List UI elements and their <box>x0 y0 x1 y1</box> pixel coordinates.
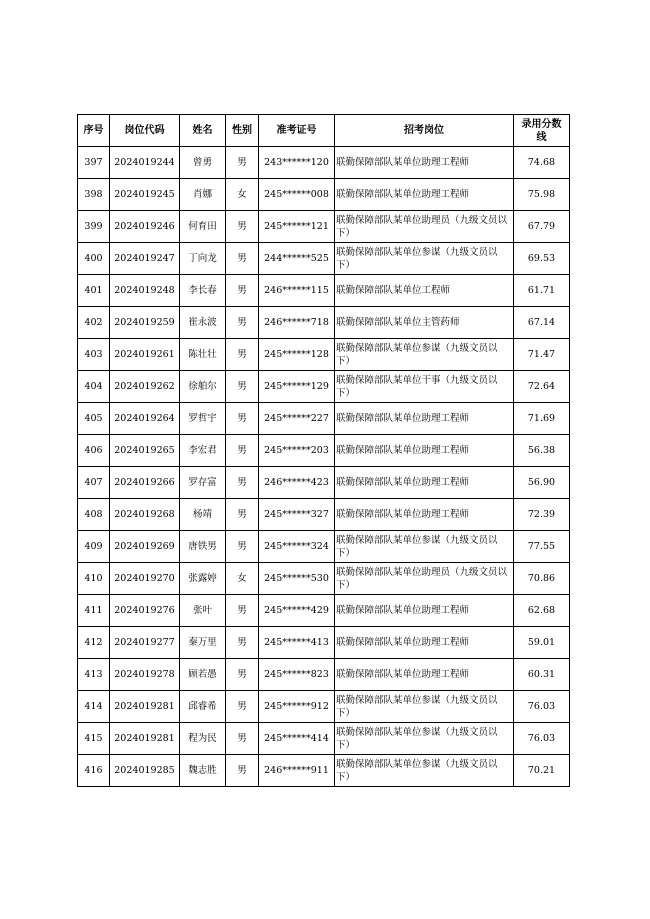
cell-position: 联勤保障部队某单位参谋（九级文员以下） <box>335 339 514 371</box>
cell-ticket-number: 245******324 <box>259 531 335 563</box>
cell-seq: 408 <box>78 499 110 531</box>
table-row <box>78 691 570 723</box>
cell-score: 72.64 <box>514 371 570 403</box>
cell-seq: 406 <box>78 435 110 467</box>
cell-position: 联勤保障部队某单位助理工程师 <box>335 627 514 659</box>
table-body <box>78 147 570 787</box>
cell-post-code: 2024019262 <box>110 371 180 403</box>
cell-seq: 402 <box>78 307 110 339</box>
cell-position: 联勤保障部队某单位助理工程师 <box>335 467 514 499</box>
table-row <box>78 531 570 563</box>
cell-position: 联勤保障部队某单位助理员（九级文员以下） <box>335 563 514 595</box>
cell-name: 陈壮壮 <box>180 339 226 371</box>
cell-name: 张露婷 <box>180 563 226 595</box>
table-row <box>78 307 570 339</box>
cell-seq: 405 <box>78 403 110 435</box>
cell-gender: 男 <box>226 275 259 307</box>
cell-position: 联勤保障部队某单位助理工程师 <box>335 659 514 691</box>
cell-name: 邱睿希 <box>180 691 226 723</box>
cell-score: 75.98 <box>514 179 570 211</box>
cell-seq: 403 <box>78 339 110 371</box>
cell-name: 肖娜 <box>180 179 226 211</box>
cell-seq: 407 <box>78 467 110 499</box>
cell-score: 72.39 <box>514 499 570 531</box>
cell-seq: 411 <box>78 595 110 627</box>
cell-gender: 男 <box>226 339 259 371</box>
cell-score: 70.86 <box>514 563 570 595</box>
header-seq: 序号 <box>78 115 110 147</box>
cell-gender: 男 <box>226 211 259 243</box>
cell-ticket-number: 243******120 <box>259 147 335 179</box>
table-header-row <box>78 115 570 147</box>
cell-name: 罗哲宇 <box>180 403 226 435</box>
table-row <box>78 403 570 435</box>
cell-post-code: 2024019244 <box>110 147 180 179</box>
cell-post-code: 2024019269 <box>110 531 180 563</box>
cell-post-code: 2024019248 <box>110 275 180 307</box>
cell-gender: 女 <box>226 179 259 211</box>
table-row <box>78 211 570 243</box>
header-ticket-number: 准考证号 <box>259 115 335 147</box>
cell-ticket-number: 245******121 <box>259 211 335 243</box>
cell-score: 76.03 <box>514 723 570 755</box>
cell-ticket-number: 245******429 <box>259 595 335 627</box>
cell-position: 联勤保障部队某单位参谋（九级文员以下） <box>335 243 514 275</box>
cell-ticket-number: 244******525 <box>259 243 335 275</box>
cell-gender: 男 <box>226 595 259 627</box>
table-row <box>78 179 570 211</box>
cell-position: 联勤保障部队某单位参谋（九级文员以下） <box>335 723 514 755</box>
cell-seq: 400 <box>78 243 110 275</box>
cell-post-code: 2024019276 <box>110 595 180 627</box>
cell-post-code: 2024019245 <box>110 179 180 211</box>
header-post-code: 岗位代码 <box>110 115 180 147</box>
cell-seq: 397 <box>78 147 110 179</box>
cell-seq: 404 <box>78 371 110 403</box>
cell-gender: 男 <box>226 435 259 467</box>
cell-seq: 415 <box>78 723 110 755</box>
header-position: 招考岗位 <box>335 115 514 147</box>
cell-gender: 男 <box>226 531 259 563</box>
cell-score: 56.38 <box>514 435 570 467</box>
cell-position: 联勤保障部队某单位助理工程师 <box>335 435 514 467</box>
cell-position: 联勤保障部队某单位助理工程师 <box>335 147 514 179</box>
cell-ticket-number: 246******115 <box>259 275 335 307</box>
cell-post-code: 2024019281 <box>110 691 180 723</box>
cell-score: 71.47 <box>514 339 570 371</box>
cell-gender: 男 <box>226 403 259 435</box>
cell-position: 联勤保障部队某单位干事（九级文员以下） <box>335 371 514 403</box>
table-row <box>78 435 570 467</box>
cell-score: 67.79 <box>514 211 570 243</box>
cell-name: 杨靖 <box>180 499 226 531</box>
cell-name: 曾勇 <box>180 147 226 179</box>
header-name: 姓名 <box>180 115 226 147</box>
table-row <box>78 339 570 371</box>
cell-post-code: 2024019266 <box>110 467 180 499</box>
cell-position: 联勤保障部队某单位助理工程师 <box>335 499 514 531</box>
table-row <box>78 275 570 307</box>
cell-score: 77.55 <box>514 531 570 563</box>
cell-score: 71.69 <box>514 403 570 435</box>
cell-gender: 男 <box>226 659 259 691</box>
cell-score: 56.90 <box>514 467 570 499</box>
cell-position: 联勤保障部队某单位参谋（九级文员以下） <box>335 755 514 787</box>
cell-name: 罗存富 <box>180 467 226 499</box>
results-table <box>77 114 570 787</box>
cell-gender: 男 <box>226 371 259 403</box>
cell-gender: 男 <box>226 307 259 339</box>
cell-seq: 409 <box>78 531 110 563</box>
cell-post-code: 2024019247 <box>110 243 180 275</box>
cell-post-code: 2024019281 <box>110 723 180 755</box>
cell-post-code: 2024019278 <box>110 659 180 691</box>
cell-post-code: 2024019265 <box>110 435 180 467</box>
table-row <box>78 595 570 627</box>
cell-gender: 女 <box>226 563 259 595</box>
cell-gender: 男 <box>226 627 259 659</box>
cell-ticket-number: 245******912 <box>259 691 335 723</box>
cell-position: 联勤保障部队某单位参谋（九级文员以下） <box>335 691 514 723</box>
cell-ticket-number: 245******203 <box>259 435 335 467</box>
cell-post-code: 2024019270 <box>110 563 180 595</box>
cell-name: 秦万里 <box>180 627 226 659</box>
cell-gender: 男 <box>226 243 259 275</box>
cell-position: 联勤保障部队某单位助理工程师 <box>335 179 514 211</box>
cell-seq: 416 <box>78 755 110 787</box>
cell-ticket-number: 245******530 <box>259 563 335 595</box>
cell-post-code: 2024019277 <box>110 627 180 659</box>
cell-seq: 412 <box>78 627 110 659</box>
cell-seq: 410 <box>78 563 110 595</box>
cell-position: 联勤保障部队某单位助理员（九级文员以下） <box>335 211 514 243</box>
cell-seq: 401 <box>78 275 110 307</box>
table-row <box>78 499 570 531</box>
cell-position: 联勤保障部队某单位工程师 <box>335 275 514 307</box>
cell-position: 联勤保障部队某单位助理工程师 <box>335 403 514 435</box>
table-row <box>78 723 570 755</box>
cell-gender: 男 <box>226 691 259 723</box>
cell-ticket-number: 245******327 <box>259 499 335 531</box>
cell-name: 顾若愚 <box>180 659 226 691</box>
table-row <box>78 243 570 275</box>
cell-position: 联勤保障部队某单位参谋（九级文员以下） <box>335 531 514 563</box>
table-row <box>78 659 570 691</box>
table-row <box>78 147 570 179</box>
cell-ticket-number: 245******129 <box>259 371 335 403</box>
cell-score: 69.53 <box>514 243 570 275</box>
cell-ticket-number: 245******414 <box>259 723 335 755</box>
cell-gender: 男 <box>226 467 259 499</box>
table-row <box>78 467 570 499</box>
cell-seq: 399 <box>78 211 110 243</box>
cell-seq: 398 <box>78 179 110 211</box>
cell-name: 程为民 <box>180 723 226 755</box>
cell-ticket-number: 245******008 <box>259 179 335 211</box>
cell-gender: 男 <box>226 723 259 755</box>
cell-ticket-number: 245******128 <box>259 339 335 371</box>
cell-name: 丁向龙 <box>180 243 226 275</box>
table-row <box>78 563 570 595</box>
cell-position: 联勤保障部队某单位主管药师 <box>335 307 514 339</box>
cell-name: 李长春 <box>180 275 226 307</box>
cell-gender: 男 <box>226 755 259 787</box>
cell-name: 张叶 <box>180 595 226 627</box>
cell-post-code: 2024019264 <box>110 403 180 435</box>
cell-ticket-number: 246******423 <box>259 467 335 499</box>
cell-gender: 男 <box>226 499 259 531</box>
cell-post-code: 2024019246 <box>110 211 180 243</box>
cell-score: 74.68 <box>514 147 570 179</box>
cell-score: 60.31 <box>514 659 570 691</box>
cell-name: 唐铁男 <box>180 531 226 563</box>
cell-post-code: 2024019259 <box>110 307 180 339</box>
cell-post-code: 2024019285 <box>110 755 180 787</box>
cell-gender: 男 <box>226 147 259 179</box>
cell-score: 67.14 <box>514 307 570 339</box>
table-row <box>78 627 570 659</box>
cell-score: 62.68 <box>514 595 570 627</box>
cell-score: 61.71 <box>514 275 570 307</box>
table-row <box>78 755 570 787</box>
cell-post-code: 2024019268 <box>110 499 180 531</box>
header-score-line: 录用分数线 <box>514 115 570 147</box>
cell-name: 何育田 <box>180 211 226 243</box>
cell-score: 59.01 <box>514 627 570 659</box>
cell-name: 魏志胜 <box>180 755 226 787</box>
header-gender: 性别 <box>226 115 259 147</box>
cell-ticket-number: 245******413 <box>259 627 335 659</box>
table-row <box>78 371 570 403</box>
cell-ticket-number: 246******718 <box>259 307 335 339</box>
cell-position: 联勤保障部队某单位助理工程师 <box>335 595 514 627</box>
cell-seq: 414 <box>78 691 110 723</box>
cell-score: 70.21 <box>514 755 570 787</box>
cell-ticket-number: 245******227 <box>259 403 335 435</box>
cell-seq: 413 <box>78 659 110 691</box>
cell-score: 76.03 <box>514 691 570 723</box>
cell-post-code: 2024019261 <box>110 339 180 371</box>
cell-name: 崔永波 <box>180 307 226 339</box>
cell-ticket-number: 246******911 <box>259 755 335 787</box>
cell-name: 徐舶尔 <box>180 371 226 403</box>
cell-name: 李宏君 <box>180 435 226 467</box>
cell-ticket-number: 245******823 <box>259 659 335 691</box>
